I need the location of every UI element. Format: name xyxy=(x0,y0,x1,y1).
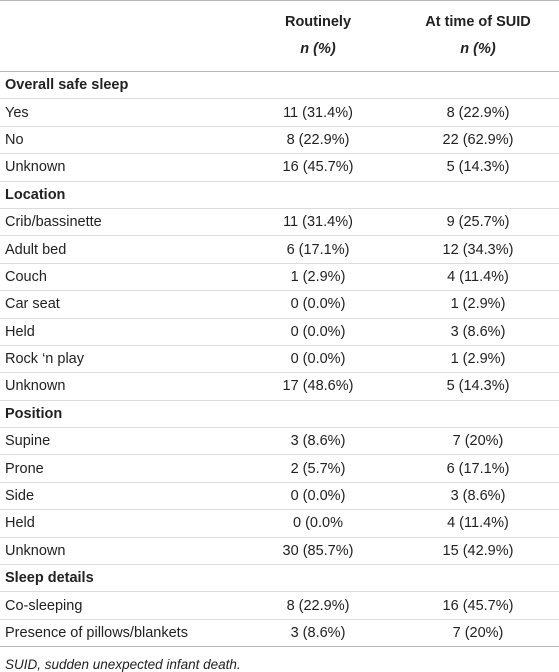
row-routinely-value: 30 (85.7%) xyxy=(239,537,397,564)
section-empty-cell xyxy=(239,181,397,208)
row-label: Crib/bassinette xyxy=(0,208,239,235)
table-body xyxy=(0,72,559,647)
section-empty-cell xyxy=(397,181,559,208)
table-header xyxy=(0,1,559,72)
row-routinely-value: 6 (17.1%) xyxy=(239,236,397,263)
table-row xyxy=(0,482,559,509)
row-routinely-value: 11 (31.4%) xyxy=(239,208,397,235)
section-title: Overall safe sleep xyxy=(0,72,239,99)
section-title: Location xyxy=(0,181,239,208)
row-routinely-value: 0 (0.0%) xyxy=(239,345,397,372)
row-suid-value: 6 (17.1%) xyxy=(397,455,559,482)
row-routinely-value: 0 (0.0%) xyxy=(239,482,397,509)
row-label: Co-sleeping xyxy=(0,592,239,619)
row-label: Adult bed xyxy=(0,236,239,263)
table-row xyxy=(0,510,559,537)
table-row xyxy=(0,537,559,564)
section-row xyxy=(0,72,559,99)
row-routinely-value: 0 (0.0% xyxy=(239,510,397,537)
header-routinely-unit xyxy=(239,36,397,63)
header-row xyxy=(0,1,559,72)
section-empty-cell xyxy=(397,72,559,99)
table-row xyxy=(0,126,559,153)
table-row xyxy=(0,318,559,345)
table-row xyxy=(0,99,559,126)
table-row xyxy=(0,455,559,482)
row-routinely-value: 16 (45.7%) xyxy=(239,154,397,181)
row-suid-value: 1 (2.9%) xyxy=(397,345,559,372)
row-routinely-value: 8 (22.9%) xyxy=(239,126,397,153)
header-routinely-title: Routinely xyxy=(284,14,352,30)
row-routinely-value: 2 (5.7%) xyxy=(239,455,397,482)
row-suid-value: 1 (2.9%) xyxy=(397,291,559,318)
row-suid-value: 5 (14.3%) xyxy=(397,373,559,400)
row-label: Side xyxy=(0,482,239,509)
row-label: Yes xyxy=(0,99,239,126)
row-routinely-value: 11 (31.4%) xyxy=(239,99,397,126)
row-suid-value: 16 (45.7%) xyxy=(397,592,559,619)
row-suid-value: 12 (34.3%) xyxy=(397,236,559,263)
row-suid-value: 15 (42.9%) xyxy=(397,537,559,564)
row-suid-value: 7 (20%) xyxy=(397,619,559,646)
header-routinely-cell xyxy=(239,1,397,72)
row-label: Unknown xyxy=(0,537,239,564)
row-suid-value: 4 (11.4%) xyxy=(397,263,559,290)
section-title: Sleep details xyxy=(0,565,239,592)
row-suid-value: 5 (14.3%) xyxy=(397,154,559,181)
row-label: Couch xyxy=(0,263,239,290)
row-suid-value: 4 (11.4%) xyxy=(397,510,559,537)
table-row xyxy=(0,236,559,263)
row-routinely-value: 3 (8.6%) xyxy=(239,619,397,646)
table-row xyxy=(0,592,559,619)
table-row xyxy=(0,373,559,400)
header-label-cell xyxy=(0,1,239,72)
row-routinely-value: 3 (8.6%) xyxy=(239,428,397,455)
row-routinely-value: 1 (2.9%) xyxy=(239,263,397,290)
table-row xyxy=(0,291,559,318)
row-suid-value: 22 (62.9%) xyxy=(397,126,559,153)
row-suid-value: 3 (8.6%) xyxy=(397,318,559,345)
row-suid-value: 7 (20%) xyxy=(397,428,559,455)
row-label: No xyxy=(0,126,239,153)
table-footnote: SUID, sudden unexpected infant death. xyxy=(5,657,241,672)
row-suid-value: 9 (25.7%) xyxy=(397,208,559,235)
table-row xyxy=(0,154,559,181)
header-suid-unit-text: n (%) xyxy=(460,41,496,57)
section-empty-cell xyxy=(397,400,559,427)
row-label: Held xyxy=(0,510,239,537)
row-suid-value: 3 (8.6%) xyxy=(397,482,559,509)
header-suid-unit xyxy=(397,36,559,63)
section-row xyxy=(0,400,559,427)
row-label: Unknown xyxy=(0,373,239,400)
section-empty-cell xyxy=(239,72,397,99)
header-suid-cell xyxy=(397,1,559,72)
row-routinely-value: 17 (48.6%) xyxy=(239,373,397,400)
header-suid-title: At time of SUID xyxy=(425,14,531,30)
row-label: Car seat xyxy=(0,291,239,318)
section-empty-cell xyxy=(239,400,397,427)
section-empty-cell xyxy=(239,565,397,592)
table-row xyxy=(0,263,559,290)
row-label: Supine xyxy=(0,428,239,455)
section-row xyxy=(0,565,559,592)
section-empty-cell xyxy=(397,565,559,592)
section-title: Position xyxy=(0,400,239,427)
row-label: Held xyxy=(0,318,239,345)
table-row xyxy=(0,345,559,372)
row-routinely-value: 0 (0.0%) xyxy=(239,318,397,345)
row-routinely-value: 0 (0.0%) xyxy=(239,291,397,318)
row-label: Prone xyxy=(0,455,239,482)
row-suid-value: 8 (22.9%) xyxy=(397,99,559,126)
row-label: Unknown xyxy=(0,154,239,181)
header-routinely-unit-text: n (%) xyxy=(300,41,336,57)
row-routinely-value: 8 (22.9%) xyxy=(239,592,397,619)
table-row xyxy=(0,428,559,455)
row-label: Presence of pillows/blankets xyxy=(0,619,239,646)
row-label: Rock ‘n play xyxy=(0,345,239,372)
table-row xyxy=(0,619,559,646)
table-row xyxy=(0,208,559,235)
section-row xyxy=(0,181,559,208)
